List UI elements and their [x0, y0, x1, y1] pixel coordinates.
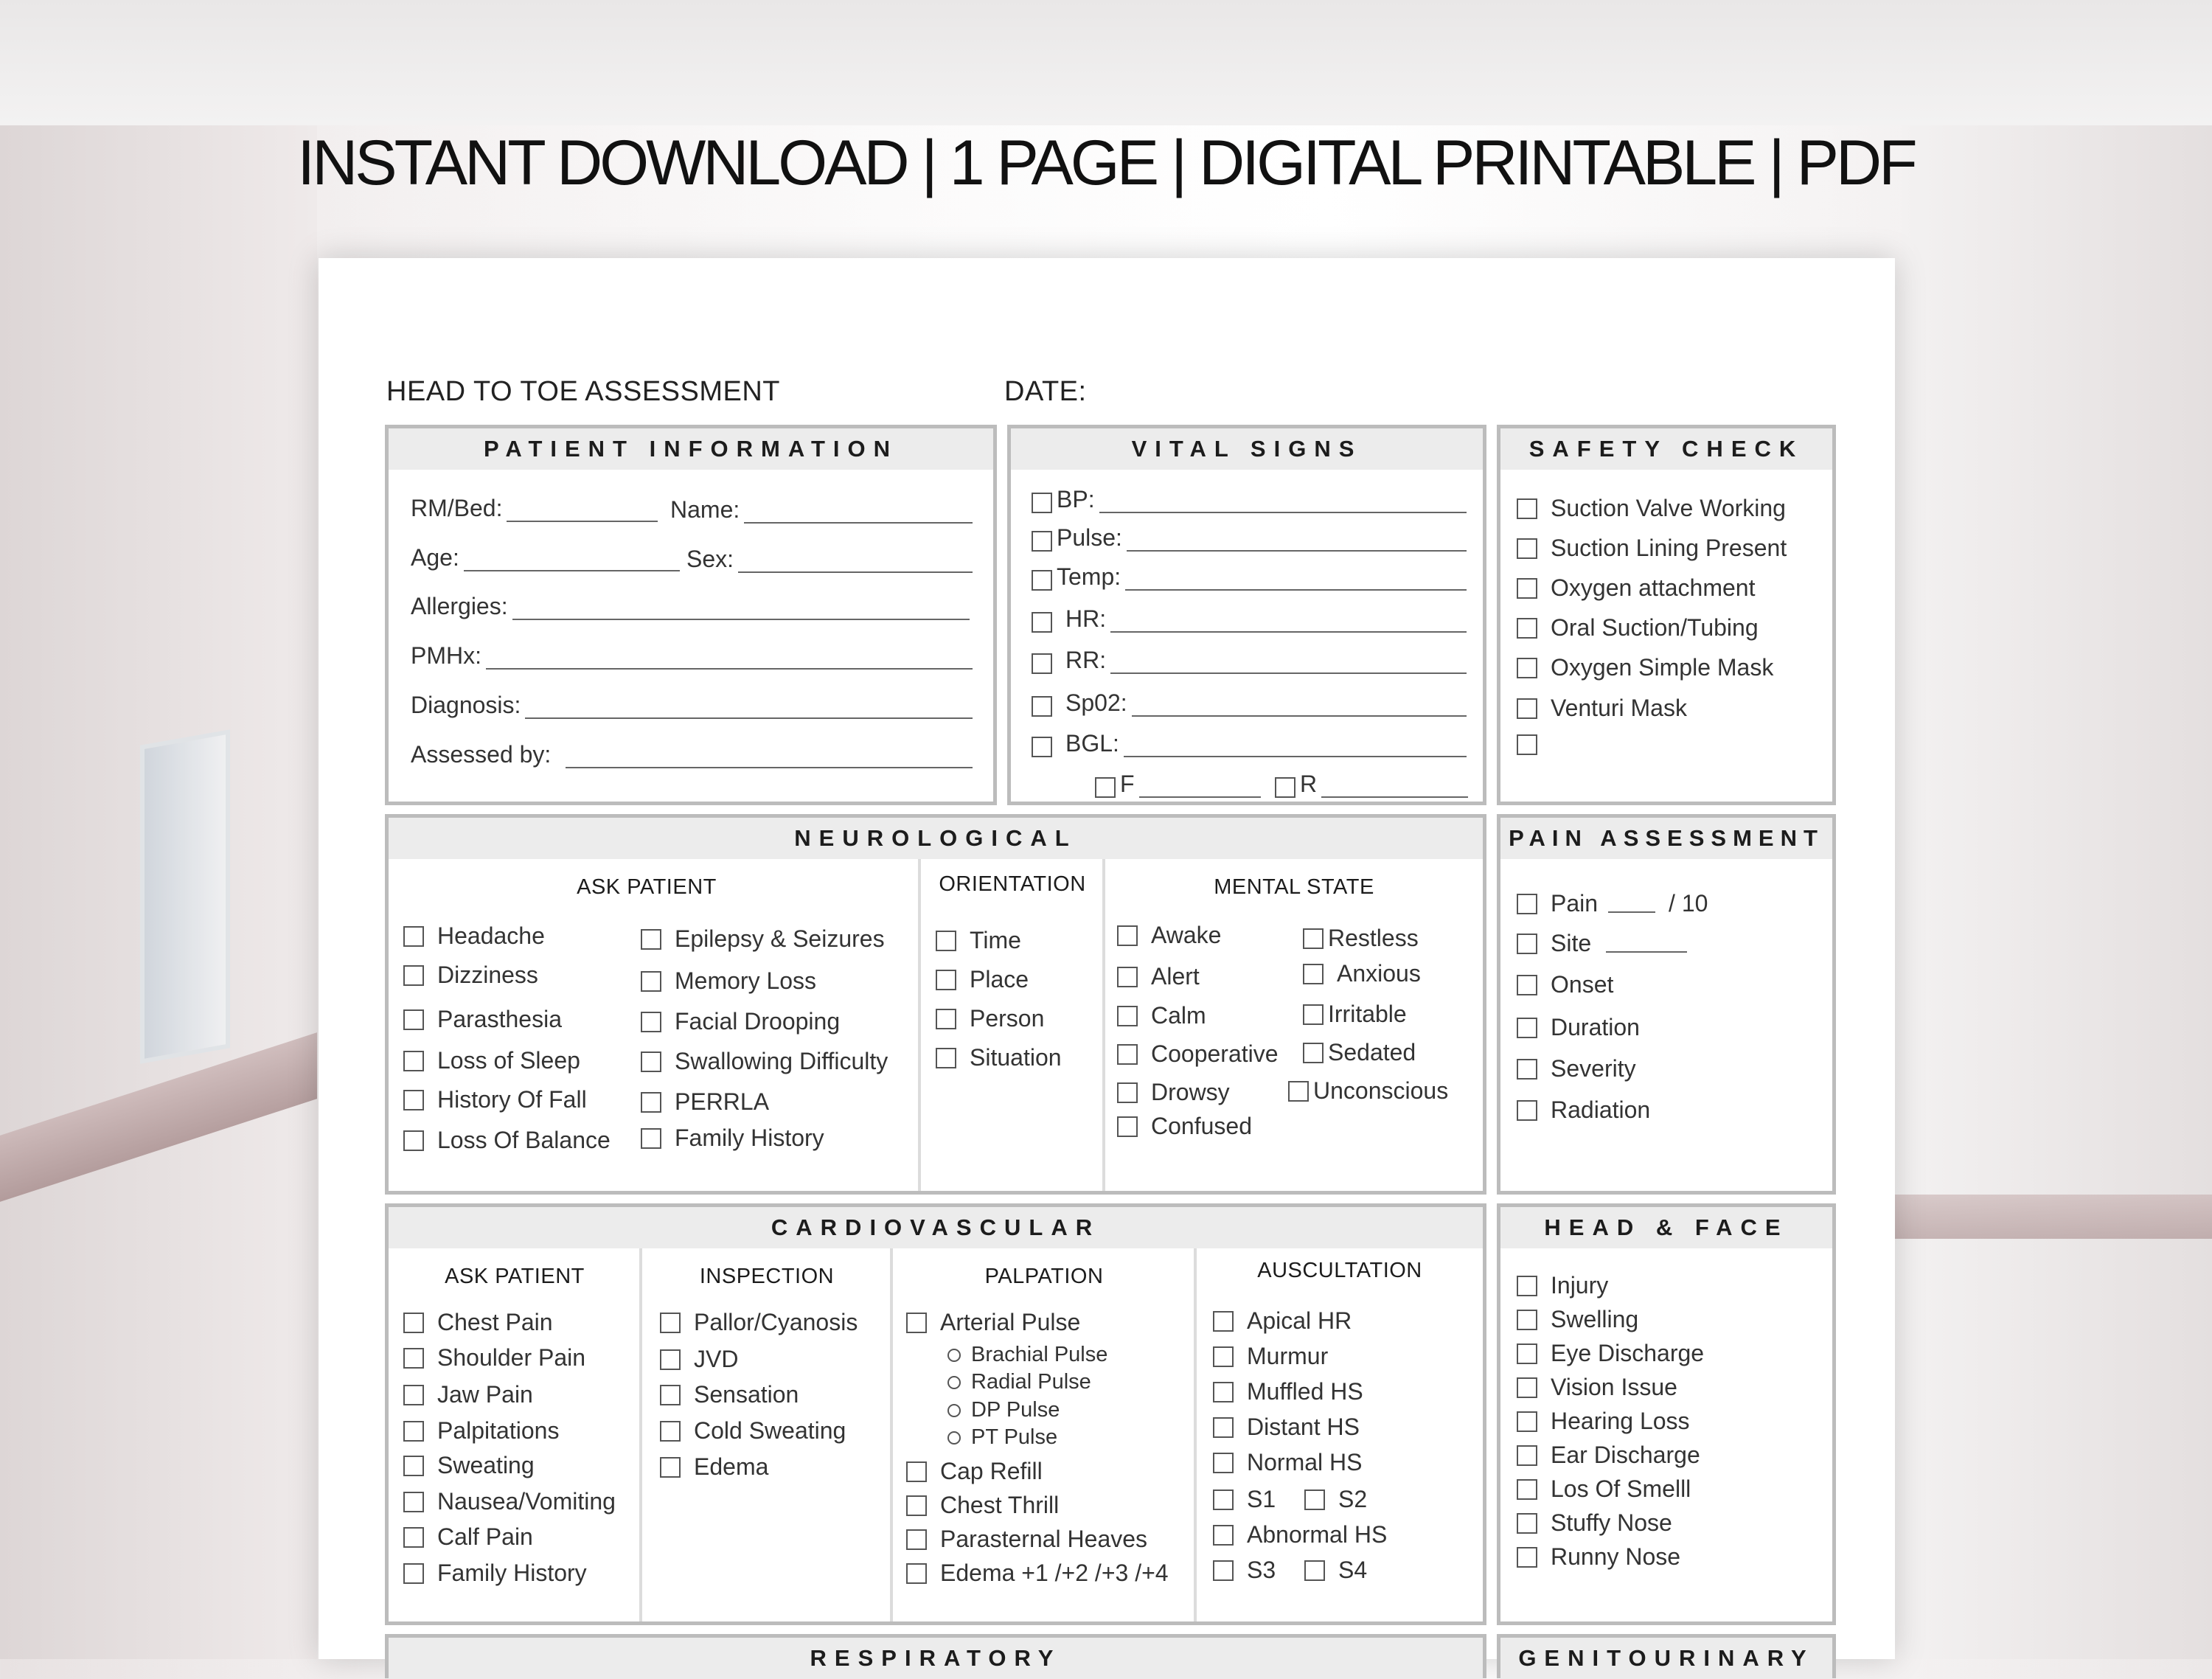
checkbox[interactable] — [403, 1385, 424, 1405]
panel-title: GENITOURINARY — [1500, 1638, 1832, 1679]
random-field[interactable]: R — [1275, 771, 1468, 798]
safety-item-blank[interactable] — [1517, 734, 1551, 755]
checkbox[interactable] — [906, 1563, 927, 1584]
checkbox[interactable] — [641, 1012, 661, 1032]
background-door — [140, 729, 230, 1064]
safety-item[interactable]: Oral Suction/Tubing — [1517, 614, 1759, 642]
checklist-item[interactable]: Time — [936, 927, 1021, 954]
pulse-option[interactable]: DP Pulse — [947, 1398, 1060, 1422]
checklist-item[interactable]: Duration — [1517, 1014, 1640, 1041]
checkbox[interactable] — [1517, 1310, 1537, 1330]
checklist-item[interactable]: Drowsy — [1117, 1079, 1230, 1106]
checklist-item[interactable]: Los Of Smelll — [1517, 1475, 1691, 1503]
checkbox[interactable] — [906, 1461, 927, 1482]
checkbox[interactable] — [1032, 531, 1052, 552]
checklist-item[interactable]: Epilepsy & Seizures — [641, 925, 885, 953]
checklist-item[interactable]: Unconscious — [1288, 1077, 1448, 1105]
checklist-item[interactable]: Hearing Loss — [1517, 1408, 1690, 1435]
bgl-field[interactable]: BGL: — [1032, 730, 1467, 757]
checkbox[interactable] — [936, 931, 956, 951]
checkbox[interactable] — [1517, 698, 1537, 719]
checkbox[interactable] — [1117, 1082, 1138, 1103]
checklist-item[interactable]: JVD — [660, 1346, 738, 1373]
checkbox[interactable] — [1517, 1547, 1537, 1568]
checkbox[interactable] — [1303, 964, 1324, 984]
checkbox[interactable] — [1117, 1006, 1138, 1026]
rm-bed-field[interactable]: RM/Bed: — [411, 495, 658, 522]
checkbox[interactable] — [1288, 1081, 1309, 1102]
checkbox[interactable] — [641, 1051, 661, 1072]
safety-item[interactable]: Oxygen attachment — [1517, 574, 1755, 602]
checkbox[interactable] — [1517, 1059, 1537, 1080]
checklist-item[interactable]: Situation — [936, 1044, 1062, 1071]
panel-title: SAFETY CHECK — [1500, 428, 1832, 470]
checkbox[interactable] — [1032, 612, 1052, 633]
column-heading: ORIENTATION — [939, 872, 1086, 896]
checkbox[interactable] — [1304, 1560, 1325, 1581]
checklist-item[interactable]: Edema +1 /+2 /+3 /+4 — [906, 1560, 1169, 1587]
checkbox[interactable] — [1117, 1044, 1138, 1065]
hr-field[interactable]: HR: — [1032, 605, 1467, 633]
checkbox[interactable] — [403, 1090, 424, 1110]
checklist-item[interactable]: Loss of Sleep — [403, 1047, 580, 1074]
column-heading: PALPATION — [984, 1265, 1104, 1288]
checklist-item[interactable]: Sweating — [403, 1452, 535, 1479]
cardio-palpation-column — [890, 1248, 1195, 1621]
checklist-item[interactable]: Palpitations — [403, 1417, 559, 1445]
checkbox[interactable] — [1303, 1004, 1324, 1025]
name-field[interactable]: Name: — [670, 496, 973, 524]
checkbox[interactable] — [1517, 1479, 1537, 1500]
checklist-item[interactable]: Headache — [403, 922, 545, 950]
cardio-auscultation-column — [1194, 1248, 1483, 1621]
radio-button[interactable] — [947, 1376, 961, 1389]
checkbox[interactable] — [403, 1421, 424, 1442]
neuro-mental-state-column — [1102, 859, 1483, 1191]
checklist-item[interactable]: Edema — [660, 1453, 768, 1481]
s3-item[interactable]: S3 — [1213, 1557, 1276, 1584]
radio-button[interactable] — [947, 1404, 961, 1417]
patient-information-panel — [385, 425, 997, 805]
s1-item[interactable]: S1 — [1213, 1486, 1276, 1513]
form-title: HEAD TO TOE ASSESSMENT — [386, 376, 781, 407]
checkbox[interactable] — [1117, 1116, 1138, 1137]
checklist-item[interactable]: Stuffy Nose — [1517, 1509, 1672, 1537]
checkbox[interactable] — [1213, 1453, 1234, 1473]
checkbox[interactable] — [1032, 696, 1052, 717]
bp-field[interactable]: BP: — [1032, 486, 1467, 513]
checklist-item[interactable]: Ear Discharge — [1517, 1442, 1700, 1469]
pulse-field[interactable]: Pulse: — [1032, 524, 1467, 552]
checkbox[interactable] — [1517, 538, 1537, 559]
checkbox[interactable] — [403, 1456, 424, 1476]
checklist-item[interactable]: Restless — [1303, 925, 1419, 952]
cardiovascular-panel — [385, 1203, 1486, 1625]
checklist-item[interactable]: Alert — [1117, 963, 1200, 990]
checkbox[interactable] — [1517, 734, 1537, 755]
safety-item[interactable]: Suction Lining Present — [1517, 535, 1787, 562]
checklist-item[interactable]: Loss Of Balance — [403, 1127, 611, 1154]
checklist-item[interactable]: Cold Sweating — [660, 1417, 846, 1445]
checkbox[interactable] — [1213, 1489, 1234, 1510]
checkbox[interactable] — [1517, 894, 1537, 914]
checklist-item[interactable]: Calf Pain — [403, 1523, 533, 1551]
date-label: DATE: — [1004, 376, 1087, 407]
safety-item[interactable]: Oxygen Simple Mask — [1517, 654, 1773, 681]
checklist-item[interactable]: Eye Discharge — [1517, 1340, 1704, 1367]
fasting-field[interactable]: F — [1095, 771, 1261, 798]
temp-field[interactable]: Temp: — [1032, 563, 1467, 591]
pain-site-line[interactable] — [1606, 935, 1687, 953]
checklist-item[interactable]: PERRLA — [641, 1088, 769, 1116]
checkbox[interactable] — [403, 1130, 424, 1151]
checklist-item[interactable]: Chest Thrill — [906, 1492, 1059, 1519]
checkbox[interactable] — [641, 1128, 661, 1149]
pain-site-item[interactable]: Site — [1517, 930, 1687, 957]
checkbox[interactable] — [1095, 777, 1116, 798]
checklist-item[interactable]: Sedated — [1303, 1039, 1416, 1066]
checkbox[interactable] — [906, 1313, 927, 1333]
checklist-item[interactable]: Distant HS — [1213, 1414, 1360, 1441]
checklist-item[interactable]: Person — [936, 1005, 1044, 1032]
checkbox[interactable] — [1213, 1346, 1234, 1367]
checklist-item[interactable]: Runny Nose — [1517, 1543, 1680, 1571]
safety-item[interactable]: Suction Valve Working — [1517, 495, 1786, 522]
checkbox[interactable] — [1517, 618, 1537, 639]
checkbox[interactable] — [660, 1421, 681, 1442]
checkbox[interactable] — [403, 1348, 424, 1369]
checkbox[interactable] — [641, 1092, 661, 1113]
checkbox[interactable] — [1517, 1377, 1537, 1398]
checkbox[interactable] — [1517, 934, 1537, 954]
spo2-field[interactable]: Sp02: — [1032, 689, 1467, 717]
checkbox[interactable] — [1032, 653, 1052, 674]
checklist-item[interactable]: Cap Refill — [906, 1458, 1043, 1485]
checklist-item[interactable]: Cooperative — [1117, 1040, 1279, 1068]
checklist-item[interactable]: Radiation — [1517, 1096, 1650, 1124]
checklist-item[interactable]: Swallowing Difficulty — [641, 1048, 888, 1075]
checklist-item[interactable]: Normal HS — [1213, 1449, 1362, 1476]
checklist-item[interactable]: Murmur — [1213, 1343, 1328, 1370]
checkbox[interactable] — [1517, 1343, 1537, 1364]
safety-check-panel — [1497, 425, 1836, 805]
pain-score-line[interactable] — [1608, 895, 1655, 913]
checkbox[interactable] — [1032, 570, 1052, 591]
rr-field[interactable]: RR: — [1032, 647, 1467, 674]
checkbox[interactable] — [1517, 1100, 1537, 1121]
age-field[interactable]: Age: — [411, 544, 680, 571]
checklist-item[interactable]: Apical HR — [1213, 1307, 1352, 1335]
pain-assessment-panel — [1497, 814, 1836, 1195]
diagnosis-field[interactable]: Diagnosis: — [411, 692, 973, 719]
pmhx-field[interactable]: PMHx: — [411, 642, 973, 670]
checkbox[interactable] — [1117, 967, 1138, 987]
checklist-item[interactable]: History Of Fall — [403, 1086, 587, 1113]
checklist-item[interactable]: Awake — [1117, 922, 1221, 949]
checkbox[interactable] — [936, 1009, 956, 1029]
background-handrail-right — [1895, 1195, 2212, 1239]
cardio-ask-patient-column — [389, 1248, 641, 1621]
checklist-item[interactable]: Parasternal Heaves — [906, 1526, 1147, 1553]
panel-title: PAIN ASSESSMENT — [1500, 818, 1832, 859]
sex-field[interactable]: Sex: — [686, 546, 973, 573]
checkbox[interactable] — [403, 1563, 424, 1584]
pulse-option[interactable]: PT Pulse — [947, 1425, 1057, 1450]
pulse-option[interactable]: Radial Pulse — [947, 1370, 1091, 1394]
checkbox[interactable] — [660, 1313, 681, 1333]
pulse-option[interactable]: Brachial Pulse — [947, 1343, 1107, 1367]
column-heading: AUSCULTATION — [1257, 1259, 1422, 1282]
checkbox[interactable] — [936, 1048, 956, 1068]
radio-button[interactable] — [947, 1349, 961, 1362]
checkbox[interactable] — [403, 926, 424, 947]
allergies-field[interactable]: Allergies: — [411, 593, 970, 620]
checkbox[interactable] — [403, 1009, 424, 1030]
checkbox[interactable] — [1517, 975, 1537, 995]
checklist-item[interactable]: Sensation — [660, 1381, 799, 1408]
panel-title: HEAD & FACE — [1500, 1207, 1832, 1248]
respiratory-panel — [385, 1634, 1486, 1678]
checkbox[interactable] — [1213, 1382, 1234, 1402]
checkbox[interactable] — [906, 1495, 927, 1516]
checklist-item[interactable]: Nausea/Vomiting — [403, 1488, 616, 1515]
checklist-item[interactable]: Confused — [1117, 1113, 1252, 1140]
checklist-item[interactable]: Jaw Pain — [403, 1381, 533, 1408]
neurological-panel — [385, 814, 1486, 1195]
panel-title: NEUROLOGICAL — [389, 818, 1483, 859]
column-heading: MENTAL STATE — [1214, 875, 1374, 899]
neuro-orientation-column — [918, 859, 1104, 1191]
checklist-item[interactable]: Arterial Pulse — [906, 1309, 1080, 1336]
checklist-item[interactable]: Parasthesia — [403, 1006, 562, 1033]
checkbox[interactable] — [403, 965, 424, 986]
checkbox[interactable] — [660, 1385, 681, 1405]
column-heading: INSPECTION — [699, 1265, 835, 1288]
checkbox[interactable] — [936, 970, 956, 990]
neuro-ask-patient-column — [389, 859, 919, 1191]
checkbox[interactable] — [1032, 493, 1052, 513]
checklist-item[interactable]: Pallor/Cyanosis — [660, 1309, 858, 1336]
checklist-item[interactable]: Muffled HS — [1213, 1378, 1363, 1405]
head-face-panel — [1497, 1203, 1836, 1625]
assessment-sheet — [319, 258, 1895, 1671]
checklist-item[interactable]: Injury — [1517, 1272, 1608, 1299]
vital-signs-panel — [1007, 425, 1486, 805]
checkbox[interactable] — [1303, 928, 1324, 949]
checkbox[interactable] — [403, 1527, 424, 1548]
cardio-inspection-column — [639, 1248, 891, 1621]
pain-score-item[interactable]: Pain / 10 — [1517, 890, 1708, 917]
checklist-item[interactable]: Chest Pain — [403, 1309, 553, 1336]
checklist-item[interactable]: Onset — [1517, 971, 1613, 998]
checkbox[interactable] — [1517, 1018, 1537, 1038]
checkbox[interactable] — [1517, 578, 1537, 599]
checkbox[interactable] — [1213, 1560, 1234, 1581]
checkbox[interactable] — [1517, 1513, 1537, 1534]
panel-title: PATIENT INFORMATION — [389, 428, 993, 470]
checklist-item[interactable]: Dizziness — [403, 962, 538, 989]
checkbox[interactable] — [1213, 1417, 1234, 1438]
background-wall-right — [1902, 125, 2212, 1659]
checklist-item[interactable]: Facial Drooping — [641, 1008, 840, 1035]
background-ceiling — [0, 0, 2212, 125]
checklist-item[interactable]: Vision Issue — [1517, 1374, 1677, 1401]
checkbox[interactable] — [1304, 1489, 1325, 1510]
panel-title: VITAL SIGNS — [1011, 428, 1483, 470]
checkbox[interactable] — [1517, 658, 1537, 678]
s2-item[interactable]: S2 — [1304, 1486, 1367, 1513]
checkbox[interactable] — [1275, 777, 1295, 798]
checkbox[interactable] — [906, 1529, 927, 1550]
checkbox[interactable] — [641, 971, 661, 992]
checklist-item[interactable]: Family History — [641, 1124, 824, 1152]
checklist-item[interactable]: Place — [936, 966, 1029, 993]
checklist-item[interactable]: Severity — [1517, 1055, 1636, 1082]
checkbox[interactable] — [1213, 1311, 1234, 1332]
checkbox[interactable] — [1517, 1276, 1537, 1296]
checklist-item[interactable]: Anxious — [1303, 960, 1421, 987]
safety-item[interactable]: Venturi Mask — [1517, 695, 1687, 722]
checkbox[interactable] — [1303, 1043, 1324, 1063]
checklist-item[interactable]: Family History — [403, 1560, 587, 1587]
checklist-item[interactable]: Calm — [1117, 1002, 1206, 1029]
checkbox[interactable] — [403, 1313, 424, 1333]
column-heading: ASK PATIENT — [577, 875, 717, 899]
column-heading: ASK PATIENT — [445, 1265, 585, 1288]
checklist-item[interactable]: Memory Loss — [641, 967, 816, 995]
checklist-item[interactable]: Swelling — [1517, 1306, 1638, 1333]
checkbox[interactable] — [641, 929, 661, 950]
radio-button[interactable] — [947, 1431, 961, 1445]
checklist-item[interactable]: Abnormal HS — [1213, 1521, 1387, 1548]
checkbox[interactable] — [1517, 1411, 1537, 1432]
panel-title: RESPIRATORY — [389, 1638, 1483, 1679]
banner-headline: INSTANT DOWNLOAD | 1 PAGE | DIGITAL PRINTABLE | PDF — [297, 128, 1915, 198]
genitourinary-panel — [1497, 1634, 1836, 1678]
checkbox[interactable] — [660, 1457, 681, 1478]
checkbox[interactable] — [1213, 1525, 1234, 1546]
checkbox[interactable] — [1517, 1445, 1537, 1466]
assessed-by-field[interactable]: Assessed by: — [411, 741, 973, 768]
checkbox[interactable] — [1517, 498, 1537, 519]
checklist-item[interactable]: Irritable — [1303, 1001, 1407, 1028]
checkbox[interactable] — [403, 1051, 424, 1071]
checkbox[interactable] — [1117, 925, 1138, 946]
checklist-item[interactable]: Shoulder Pain — [403, 1344, 585, 1372]
panel-title: CARDIOVASCULAR — [389, 1207, 1483, 1248]
checkbox[interactable] — [660, 1349, 681, 1370]
checkbox[interactable] — [1032, 737, 1052, 757]
checkbox[interactable] — [403, 1492, 424, 1512]
s4-item[interactable]: S4 — [1304, 1557, 1367, 1584]
